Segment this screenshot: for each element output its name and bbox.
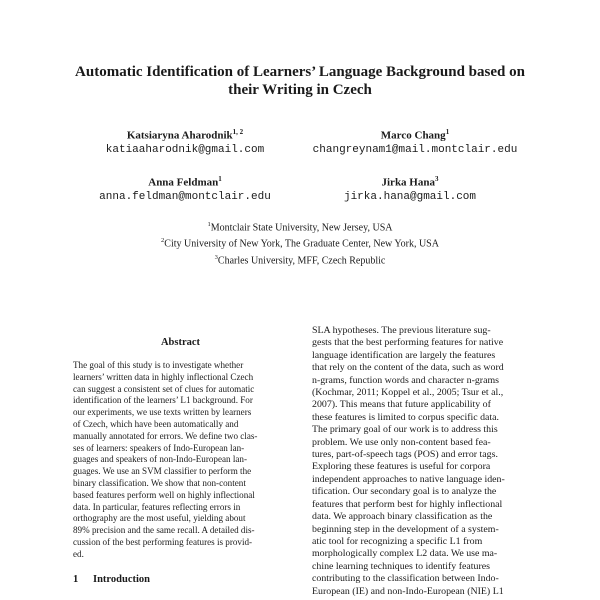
author-block-hana [305, 172, 515, 204]
body-line: that rely on the content of the data, such as word [312, 362, 504, 374]
author-email: anna.feldman@montclair.edu [99, 190, 271, 203]
body-line: data. We approach binary classification as the [312, 511, 493, 523]
author-email: jirka.hana@gmail.com [343, 190, 477, 203]
body-line: SLA hypotheses. The previous literature sug- [312, 325, 491, 336]
abstract-line: guages and speakers of non-Indo-European lan- [73, 454, 247, 465]
body-line: gests that the best performing features for native [312, 337, 504, 349]
title-line-1: Automatic Identification of Learners’ Language Background based on [75, 64, 525, 80]
body-line: these features is limited to corpus specific data. [312, 411, 500, 423]
abstract-line: learners’ written data in highly inflectional Czech [73, 371, 254, 382]
body-line: The primary goal of our work is to address this [312, 424, 498, 436]
abstract-line: data. In particular, features reflecting errors in [73, 501, 241, 512]
author-block-aharodnik [60, 125, 310, 157]
affiliations [100, 218, 500, 267]
section-title: Introduction [93, 574, 150, 585]
abstract-line: cussion of the best performing features is provid- [73, 536, 253, 547]
body-line: atic tool for recognizing a specific L1 from [312, 535, 483, 547]
author-name: Jirka Hana$^3$ [381, 175, 439, 189]
abstract-line: ses of learners: speakers of Indo-European lan- [73, 442, 245, 453]
body-line: 2007). This means that future applicability of [312, 399, 491, 411]
body-line: features that perform best for highly inflectional [312, 498, 503, 510]
abstract-body [73, 360, 288, 561]
abstract-line: binary classification. We show that non-content [73, 477, 246, 488]
body-line: morphologically complex L2 data. We use ma- [312, 548, 498, 560]
body-line: contributing to the classification between Indo- [312, 573, 499, 585]
abstract-line: of Czech, which have been automatically and [73, 418, 239, 429]
author-email: changreynam1@mail.montclair.edu [312, 143, 518, 156]
body-line: beginning step in the development of a system- [312, 523, 499, 535]
body-line: language identification are largely the features [312, 349, 496, 361]
paper-title [40, 63, 560, 99]
abstract-line: manually annotated for errors. We define two clas- [73, 430, 258, 441]
affiliation-line: $^3$Charles University, MFF, Czech Republic [214, 253, 386, 266]
body-line: tification. Our secondary goal is to analyze the [312, 486, 497, 498]
body-line: (Kochmar, 2011; Koppel et al., 2005; Tsur et al., [312, 387, 504, 399]
abstract-line: 89% precision and the same recall. A detailed dis- [73, 525, 255, 536]
abstract-line: orthography are the most useful, yielding about [73, 513, 246, 524]
author-name: Anna Feldman$^1$ [148, 175, 222, 189]
body-line: n-grams, function words and character n-grams [312, 374, 500, 386]
author-name: Katsiaryna Aharodnik$^{1, 2}$ [126, 128, 244, 142]
author-block-feldman [80, 172, 290, 204]
introduction-heading [73, 574, 150, 585]
abstract-line: ed. [73, 548, 84, 559]
abstract-heading: Abstract [160, 337, 201, 348]
abstract-line: identification of the learners’ L1 background. For [73, 395, 253, 406]
body-line: tures, part-of-speech tags (POS) and error tags. [312, 449, 498, 461]
abstract-line: The goal of this study is to investigate whether [73, 360, 244, 370]
author-email: katiaaharodnik@gmail.com [105, 143, 265, 156]
author-block-chang [280, 125, 550, 157]
affiliation-line: $^2$City University of New York, The Graduate Center, New York, USA [161, 237, 439, 250]
section-number: 1 [73, 574, 79, 585]
body-line: chine learning techniques to identify features [312, 560, 490, 572]
affiliation-line: $^1$Montclair State University, New Jersey, USA [207, 221, 393, 234]
body-line: European (IE) and non-Indo-European (NIE) L1 [312, 585, 504, 597]
body-line: problem. We use only non-content based fea- [312, 436, 491, 448]
abstract-line: guages. We use an SVM classifier to perform the [73, 466, 252, 477]
body-line: independent approaches to native language iden- [312, 473, 505, 485]
body-line: Exploring these features is useful for corpora [312, 461, 491, 473]
author-name: Marco Chang$^1$ [380, 128, 450, 142]
abstract-line: can suggest a consistent set of clues for automatic [73, 383, 255, 394]
right-column-body [312, 325, 527, 598]
title-line-2: their Writing in Czech [228, 82, 372, 98]
abstract-line: our experiments, we use texts written by learners [73, 407, 252, 418]
abstract-line: based features perform well on highly inflectional [73, 489, 255, 500]
